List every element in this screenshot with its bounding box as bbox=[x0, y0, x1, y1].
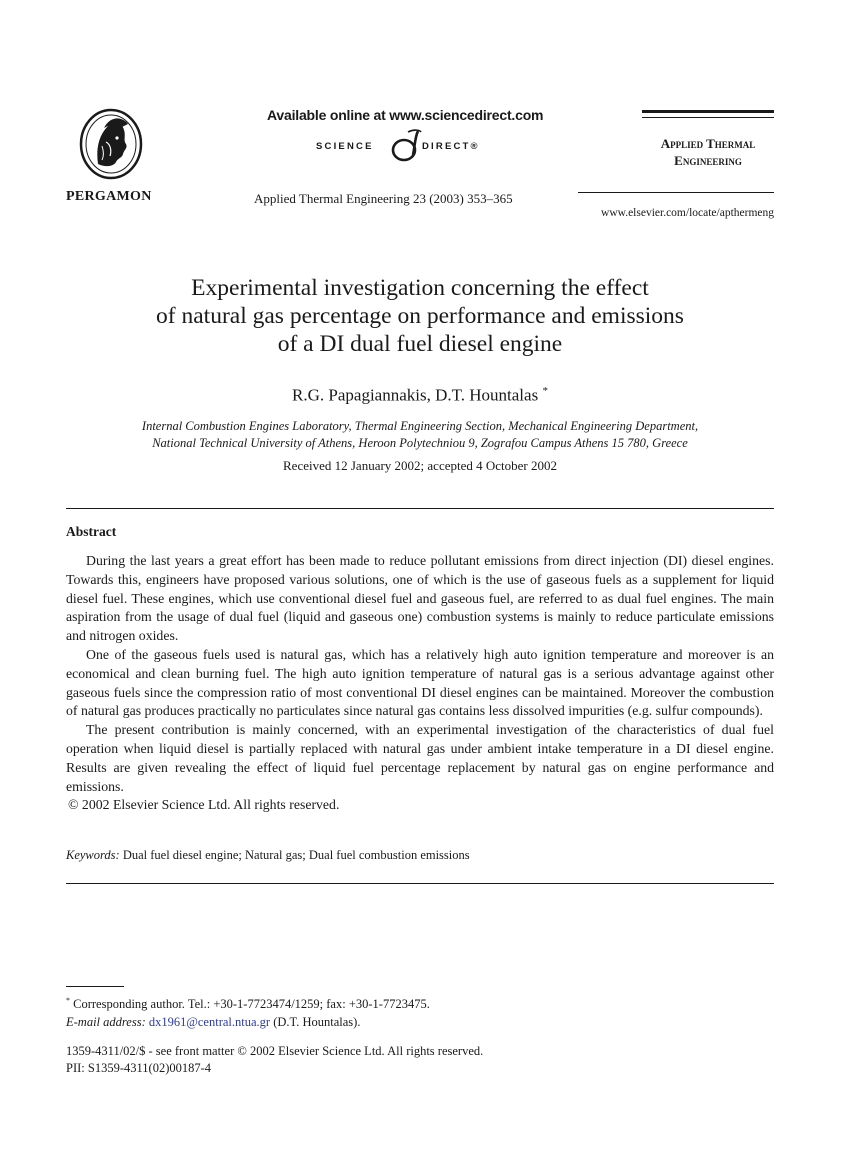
article-title bbox=[60, 274, 780, 358]
affiliation bbox=[60, 418, 780, 452]
corresponding-author-mark[interactable]: * bbox=[542, 385, 548, 397]
masthead-rule-bottom bbox=[578, 192, 774, 193]
footnote-mark: * bbox=[66, 996, 70, 1005]
email-label: E-mail address: bbox=[66, 1015, 146, 1030]
abstract-paragraph-2: One of the gaseous fuels used is natural gas, which has a relatively high auto ignition temperature and moreover is an economical and clean burning fuel. The high auto ignition temperature of natural gas is a serious advantage against other gaseous fuels since the compression ratio of most conventional DI diesel engines can be maintained. Moreover the combustion of natural gas produces practically no particulates since natural gas contains less dissolved impurities (e.g. sulfur compounds). bbox=[66, 646, 774, 719]
email-link[interactable]: dx1961@central.ntua.gr bbox=[148, 1015, 271, 1030]
journal-url[interactable]: www.elsevier.com/locate/apthermeng bbox=[601, 207, 774, 219]
abstract-bottom-rule bbox=[66, 883, 774, 884]
affiliation-line-1: Internal Combustion Engines Laboratory, Thermal Engineering Section, Mechanical Engineering Department, bbox=[141, 419, 699, 433]
corresponding-author-footnote bbox=[66, 992, 430, 1031]
keywords-label: Keywords: bbox=[66, 848, 120, 862]
issn-block bbox=[66, 1043, 483, 1077]
publisher-name: PERGAMON bbox=[66, 189, 152, 204]
pii-line: PII: S1359-4311(02)00187-4 bbox=[66, 1061, 212, 1075]
journal-name-line2: Engineering bbox=[674, 153, 742, 168]
masthead-rule-thick bbox=[642, 110, 774, 113]
journal-name bbox=[642, 135, 774, 169]
received-dates: Received 12 January 2002; accepted 4 October 2002 bbox=[283, 458, 557, 473]
pergamon-logo bbox=[76, 106, 146, 184]
abstract-copyright: © 2002 Elsevier Science Ltd. All rights reserved. bbox=[68, 797, 340, 813]
sciencedirect-right-word: DIRECT® bbox=[422, 141, 480, 152]
title-line-3: of a DI dual fuel diesel engine bbox=[277, 331, 563, 357]
footnote-rule bbox=[66, 986, 124, 987]
abstract-heading: Abstract bbox=[66, 524, 117, 539]
authors-text: R.G. Papagiannakis, D.T. Hountalas bbox=[292, 385, 539, 405]
issn-line: 1359-4311/02/$ - see front matter © 2002 Elsevier Science Ltd. All rights reserved. bbox=[66, 1044, 484, 1058]
title-line-2: of natural gas percentage on performance and emissions bbox=[156, 303, 684, 329]
abstract-paragraph-1: During the last years a great effort has been made to reduce pollutant emissions from direct injection (DI) diesel engines. Towards this, engineers have proposed various solutions, one of which is the use of gaseous fuels as a supplement for liquid diesel fuel. These engines, which use conventional diesel fuel and gaseous fuel, are referred to as dual fuel engines. The main aspiration from the usage of dual fuel (liquid and gaseous one) combustion systems is mainly to reduce particulate emissions and nitrogen oxides. bbox=[66, 553, 774, 644]
journal-name-line1: Applied Thermal bbox=[660, 136, 756, 151]
footnote-corresponding: Corresponding author. Tel.: +30-1-7723474/1259; fax: +30-1-7723475. bbox=[73, 997, 430, 1012]
email-suffix: (D.T. Hountalas). bbox=[273, 1015, 361, 1030]
sciencedirect-logo bbox=[316, 129, 546, 163]
sciencedirect-d-icon bbox=[388, 129, 422, 163]
keywords-text: Dual fuel diesel engine; Natural gas; Dual fuel combustion emissions bbox=[122, 848, 470, 862]
journal-citation: Applied Thermal Engineering 23 (2003) 353–365 bbox=[254, 191, 513, 206]
affiliation-line-2: National Technical University of Athens, Heroon Polytechniou 9, Zografou Campus Athens 15 780, Greece bbox=[152, 436, 688, 450]
abstract-body bbox=[66, 552, 774, 815]
keywords bbox=[66, 848, 470, 863]
available-online-text: Available online at www.sciencedirect.com bbox=[267, 107, 544, 123]
title-line-1: Experimental investigation concerning the effect bbox=[191, 275, 649, 301]
abstract-paragraph-3: The present contribution is mainly concerned, with an experimental investigation of the characteristics of dual fuel operation when liquid diesel is partially replaced with natural gas under ambient intake temperature in a DI diesel engine. Results are given revealing the effect of liquid fuel percentage replacement by natural gas on engine performance and emissions. bbox=[66, 722, 774, 794]
author-list bbox=[60, 385, 780, 406]
sciencedirect-left-word: SCIENCE bbox=[316, 141, 374, 152]
abstract-top-rule bbox=[66, 508, 774, 509]
masthead-rule-thin bbox=[642, 117, 774, 118]
